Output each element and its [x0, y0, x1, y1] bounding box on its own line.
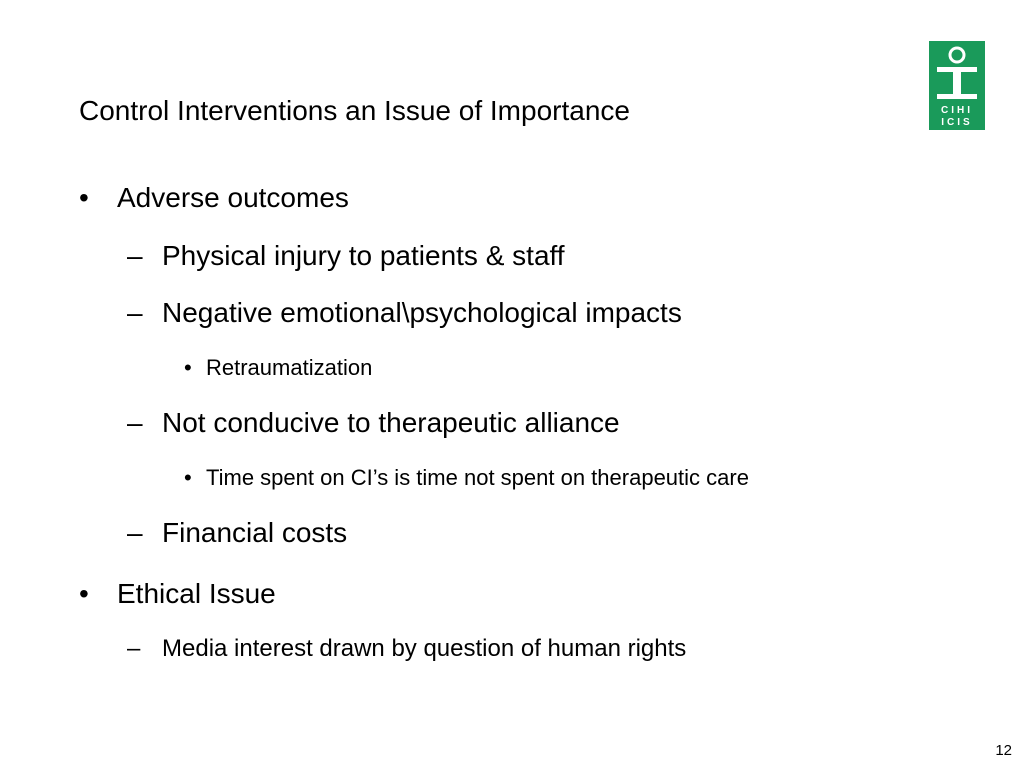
sub-bullet-financial-costs: Financial costs [162, 517, 348, 548]
dash-marker: – [127, 517, 143, 548]
bullet-ethical-issue: Ethical Issue [117, 578, 276, 609]
slide-title: Control Interventions an Issue of Importance [79, 95, 630, 126]
sub-sub-bullet-marker: • [184, 465, 192, 490]
sub-sub-bullet-marker: • [184, 355, 192, 380]
dash-marker: – [127, 407, 143, 438]
logo-text-line2: ICIS [941, 117, 973, 128]
sub-sub-bullet-time-spent: Time spent on CI’s is time not spent on therapeutic care [206, 465, 749, 490]
bullet-marker: • [79, 182, 89, 213]
sub-bullet-therapeutic-alliance: Not conducive to therapeutic alliance [162, 407, 620, 438]
logo-text-line1: CIHI [941, 105, 973, 116]
sub-bullet-physical-injury: Physical injury to patients & staff [162, 240, 565, 271]
bullet-adverse-outcomes: Adverse outcomes [117, 182, 349, 213]
dash-marker: – [127, 297, 143, 328]
dash-marker: – [127, 240, 143, 271]
sub-sub-bullet-retraumatization: Retraumatization [206, 355, 373, 380]
bullet-marker: • [79, 578, 89, 609]
sub-bullet-media-interest: Media interest drawn by question of human rights [162, 635, 687, 662]
page-number: 12 [995, 742, 1012, 759]
cihi-icis-logo-icon [929, 41, 985, 130]
dash-marker: – [127, 635, 141, 662]
sub-bullet-negative-impacts: Negative emotional\psychological impacts [162, 297, 682, 328]
